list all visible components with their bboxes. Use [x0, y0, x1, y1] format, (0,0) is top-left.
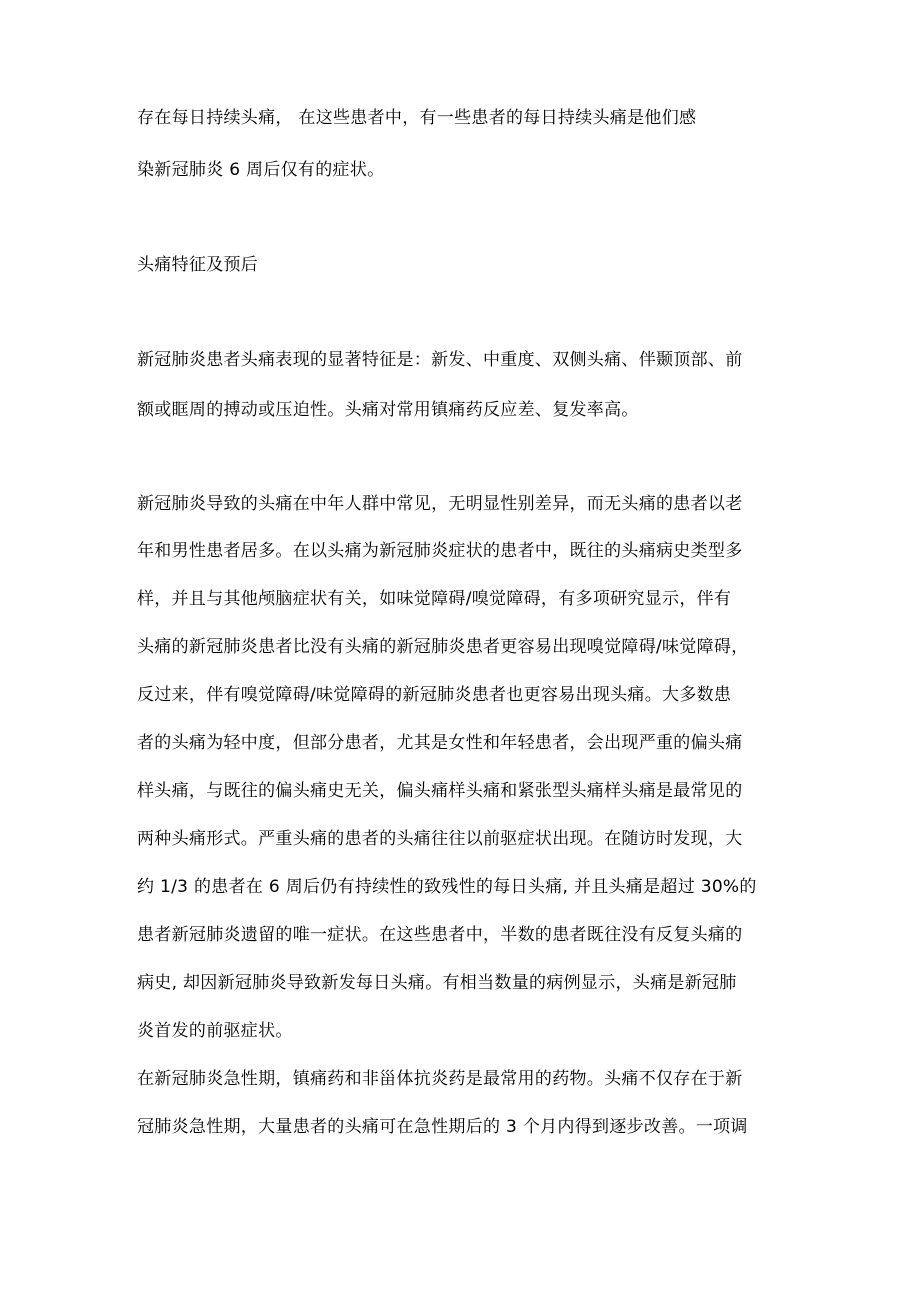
paragraph-3-line-5: 反过来，伴有嗅觉障碍/味觉障碍的新冠肺炎患者也更容易出现头痛。大多数患 [137, 685, 732, 705]
paragraph-3-line-12: 炎首发的前驱症状。 [137, 1021, 293, 1041]
paragraph-3-line-9: 约 1/3 的患者在 6 周后仍有持续性的致残性的每日头痛, 并且头痛是超过 30%的 [137, 877, 757, 897]
paragraph-1-line-2: 染新冠肺炎 6 周后仅有的症状。 [137, 160, 385, 180]
paragraph-4-line-2: 冠肺炎急性期，大量患者的头痛可在急性期后的 3 个月内得到逐步改善。一项调 [137, 1117, 748, 1137]
paragraph-3-line-1: 新冠肺炎导致的头痛在中年人群中常见，无明显性别差异，而无头痛的患者以老 [137, 494, 743, 514]
paragraph-3-line-4: 头痛的新冠肺炎患者比没有头痛的新冠肺炎患者更容易出现嗅觉障碍/味觉障碍， [137, 637, 749, 657]
paragraph-3-line-11: 病史, 却因新冠肺炎导致新发每日头痛。有相当数量的病例显示，头痛是新冠肺 [137, 973, 737, 993]
paragraph-3-line-6: 者的头痛为轻中度，但部分患者，尤其是女性和年轻患者，会出现严重的偏头痛 [137, 733, 743, 753]
paragraph-3-line-7: 样头痛，与既往的偏头痛史无关，偏头痛样头痛和紧张型头痛样头痛是最常见的 [137, 781, 743, 801]
paragraph-3-line-2: 年和男性患者居多。在以头痛为新冠肺炎症状的患者中，既往的头痛病史类型多 [137, 541, 743, 561]
section-heading: 头痛特征及预后 [137, 255, 259, 275]
paragraph-1-line-1: 存在每日持续头痛， 在这些患者中，有一些患者的每日持续头痛是他们感 [137, 108, 697, 128]
paragraph-2-line-2: 额或眶周的搏动或压迫性。头痛对常用镇痛药反应差、复发率高。 [137, 400, 639, 420]
paragraph-3-line-8: 两种头痛形式。严重头痛的患者的头痛往往以前驱症状出现。在随访时发现，大 [137, 829, 743, 849]
paragraph-2-line-1: 新冠肺炎患者头痛表现的显著特征是：新发、中重度、双侧头痛、伴颞顶部、前 [137, 350, 743, 370]
paragraph-3-line-3: 样，并且与其他颅脑症状有关，如味觉障碍/嗅觉障碍，有多项研究显示，伴有 [137, 589, 732, 609]
paragraph-4-line-1: 在新冠肺炎急性期，镇痛药和非甾体抗炎药是最常用的药物。头痛不仅存在于新 [137, 1069, 743, 1089]
paragraph-3-line-10: 患者新冠肺炎遗留的唯一症状。在这些患者中，半数的患者既往没有反复头痛的 [137, 925, 743, 945]
